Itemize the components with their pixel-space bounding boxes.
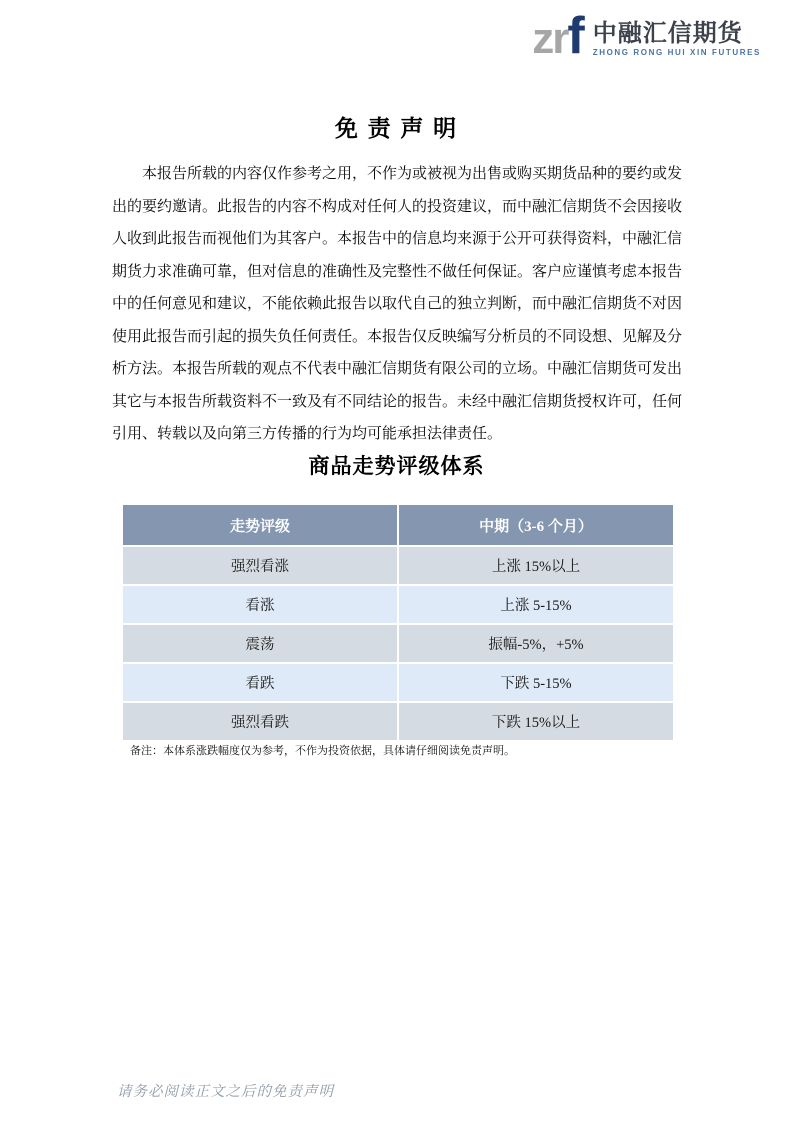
range-cell: 振幅-5%，+5% [398, 624, 674, 663]
rating-table-head [122, 504, 674, 546]
column-header-midterm: 中期（3-6 个月） [398, 504, 674, 546]
rating-table-body [122, 546, 674, 741]
table-row [122, 546, 674, 585]
range-cell: 下跌 15%以上 [398, 702, 674, 741]
page-title: 免 责 声 明 [334, 116, 459, 141]
wordmark-zr: zr [532, 14, 568, 63]
range-cell: 上涨 15%以上 [398, 546, 674, 585]
wordmark-f: f [567, 7, 583, 65]
company-name-cn: 中融汇信期货 [592, 20, 743, 48]
company-logo [532, 7, 761, 65]
table-note: 备注：本体系涨跌幅度仅为参考，不作为投资依据，具体请仔细阅读免责声明。 [130, 745, 515, 757]
zrf-wordmark-icon [532, 7, 583, 65]
column-header-rating: 走势评级 [122, 504, 398, 546]
table-row [122, 624, 674, 663]
rating-cell: 强烈看跌 [122, 702, 398, 741]
rating-cell: 强烈看涨 [122, 546, 398, 585]
rating-cell: 看涨 [122, 585, 398, 624]
table-row [122, 663, 674, 702]
table-header-row [122, 504, 674, 546]
rating-cell: 震荡 [122, 624, 398, 663]
range-cell: 下跌 5-15% [398, 663, 674, 702]
footer-disclaimer-note: 请务必阅读正文之后的免责声明 [117, 1084, 334, 1100]
disclaimer-paragraph: 本报告所载的内容仅作参考之用，不作为或被视为出售或购买期货品种的要约或发出的要约邀请。此报告的内容不构成对任何人的投资建议，而中融汇信期货不会因接收人收到此报告而视他们为其客户。本报告中的信息均来源于公开可获得资料，中融汇信期货力求准确可靠，但对信息的准确性及完整性不做任何保证。客户应谨慎考虑本报告中的任何意见和建议，不能依赖此报告以取代自己的独立判断，而中融汇信期货不对因使用此报告而引起的损失负任何责任。本报告仅反映编写分析员的不同设想、见解及分析方法。本报告所载的观点不代表中融汇信期货有限公司的立场。中融汇信期货可发出其它与本报告所载资料不一致及有不同结论的报告。未经中融汇信期货授权许可，任何引用、转载以及向第三方传播的行为均可能承担法律责任。 [112, 166, 683, 442]
company-names [593, 21, 761, 61]
rating-table [121, 503, 675, 742]
company-name-en: ZHONG RONG HUI XIN FUTURES [592, 48, 761, 58]
rating-cell: 看跌 [122, 663, 398, 702]
range-cell: 上涨 5-15% [398, 585, 674, 624]
table-row [122, 585, 674, 624]
rating-section-title: 商品走势评级体系 [308, 454, 485, 478]
table-row [122, 702, 674, 741]
